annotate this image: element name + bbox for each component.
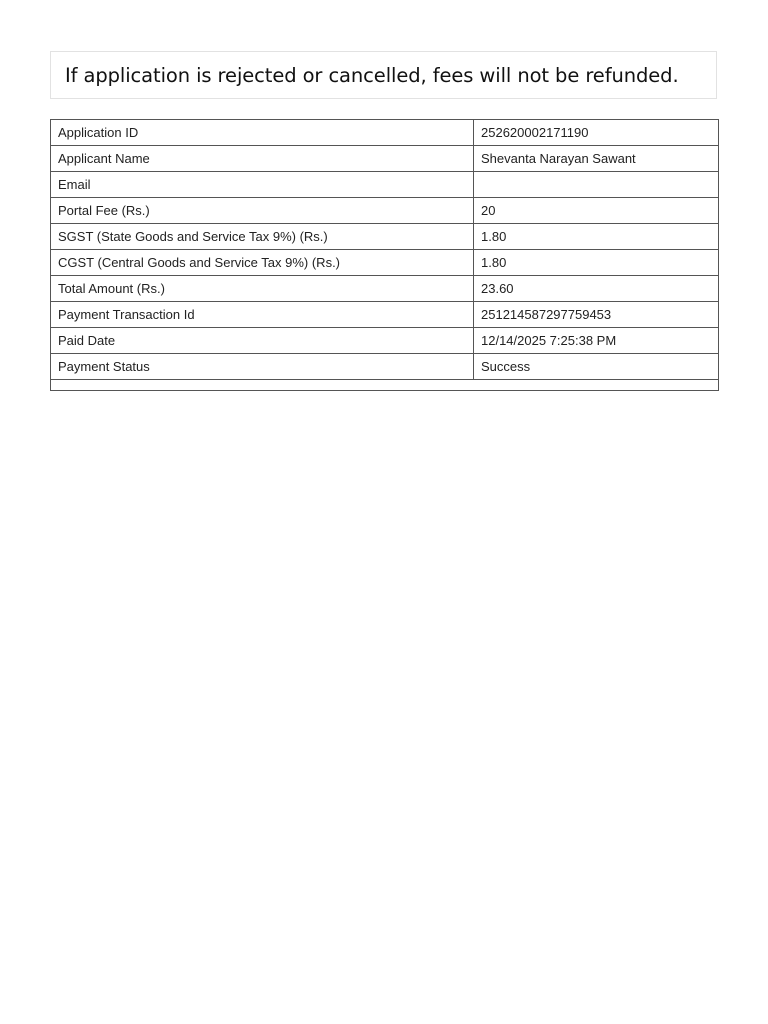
application-id-label: Application ID xyxy=(51,120,474,146)
cgst-value: 1.80 xyxy=(474,250,719,276)
table-row-email xyxy=(51,172,719,198)
application-id-value: 252620002171190 xyxy=(474,120,719,146)
table-row-paid-date xyxy=(51,328,719,354)
transaction-id-value: 251214587297759453 xyxy=(474,302,719,328)
table-row-sgst xyxy=(51,224,719,250)
paid-date-value: 12/14/2025 7:25:38 PM xyxy=(474,328,719,354)
table-row-portal-fee xyxy=(51,198,719,224)
table-row-cgst xyxy=(51,250,719,276)
portal-fee-label: Portal Fee (Rs.) xyxy=(51,198,474,224)
empty-end-cell xyxy=(51,380,719,391)
applicant-name-label: Applicant Name xyxy=(51,146,474,172)
paid-date-label: Paid Date xyxy=(51,328,474,354)
sgst-label: SGST (State Goods and Service Tax 9%) (Rs.) xyxy=(51,224,474,250)
table-row-payment-status xyxy=(51,354,719,380)
sgst-value: 1.80 xyxy=(474,224,719,250)
payment-receipt-table xyxy=(50,119,719,391)
email-label: Email xyxy=(51,172,474,198)
cgst-label: CGST (Central Goods and Service Tax 9%) (Rs.) xyxy=(51,250,474,276)
table-empty-end-row xyxy=(51,380,719,391)
email-value xyxy=(474,172,719,198)
total-amount-value: 23.60 xyxy=(474,276,719,302)
applicant-name-value: Shevanta Narayan Sawant xyxy=(474,146,719,172)
payment-status-value: Success xyxy=(474,354,719,380)
table-row-transaction-id xyxy=(51,302,719,328)
transaction-id-label: Payment Transaction Id xyxy=(51,302,474,328)
payment-status-label: Payment Status xyxy=(51,354,474,380)
portal-fee-value: 20 xyxy=(474,198,719,224)
table-row-applicant-name xyxy=(51,146,719,172)
table-row-application-id xyxy=(51,120,719,146)
refund-notice-box xyxy=(50,51,717,99)
table-row-total-amount xyxy=(51,276,719,302)
total-amount-label: Total Amount (Rs.) xyxy=(51,276,474,302)
refund-notice-text: If application is rejected or cancelled, fees will not be refunded. xyxy=(65,63,679,87)
